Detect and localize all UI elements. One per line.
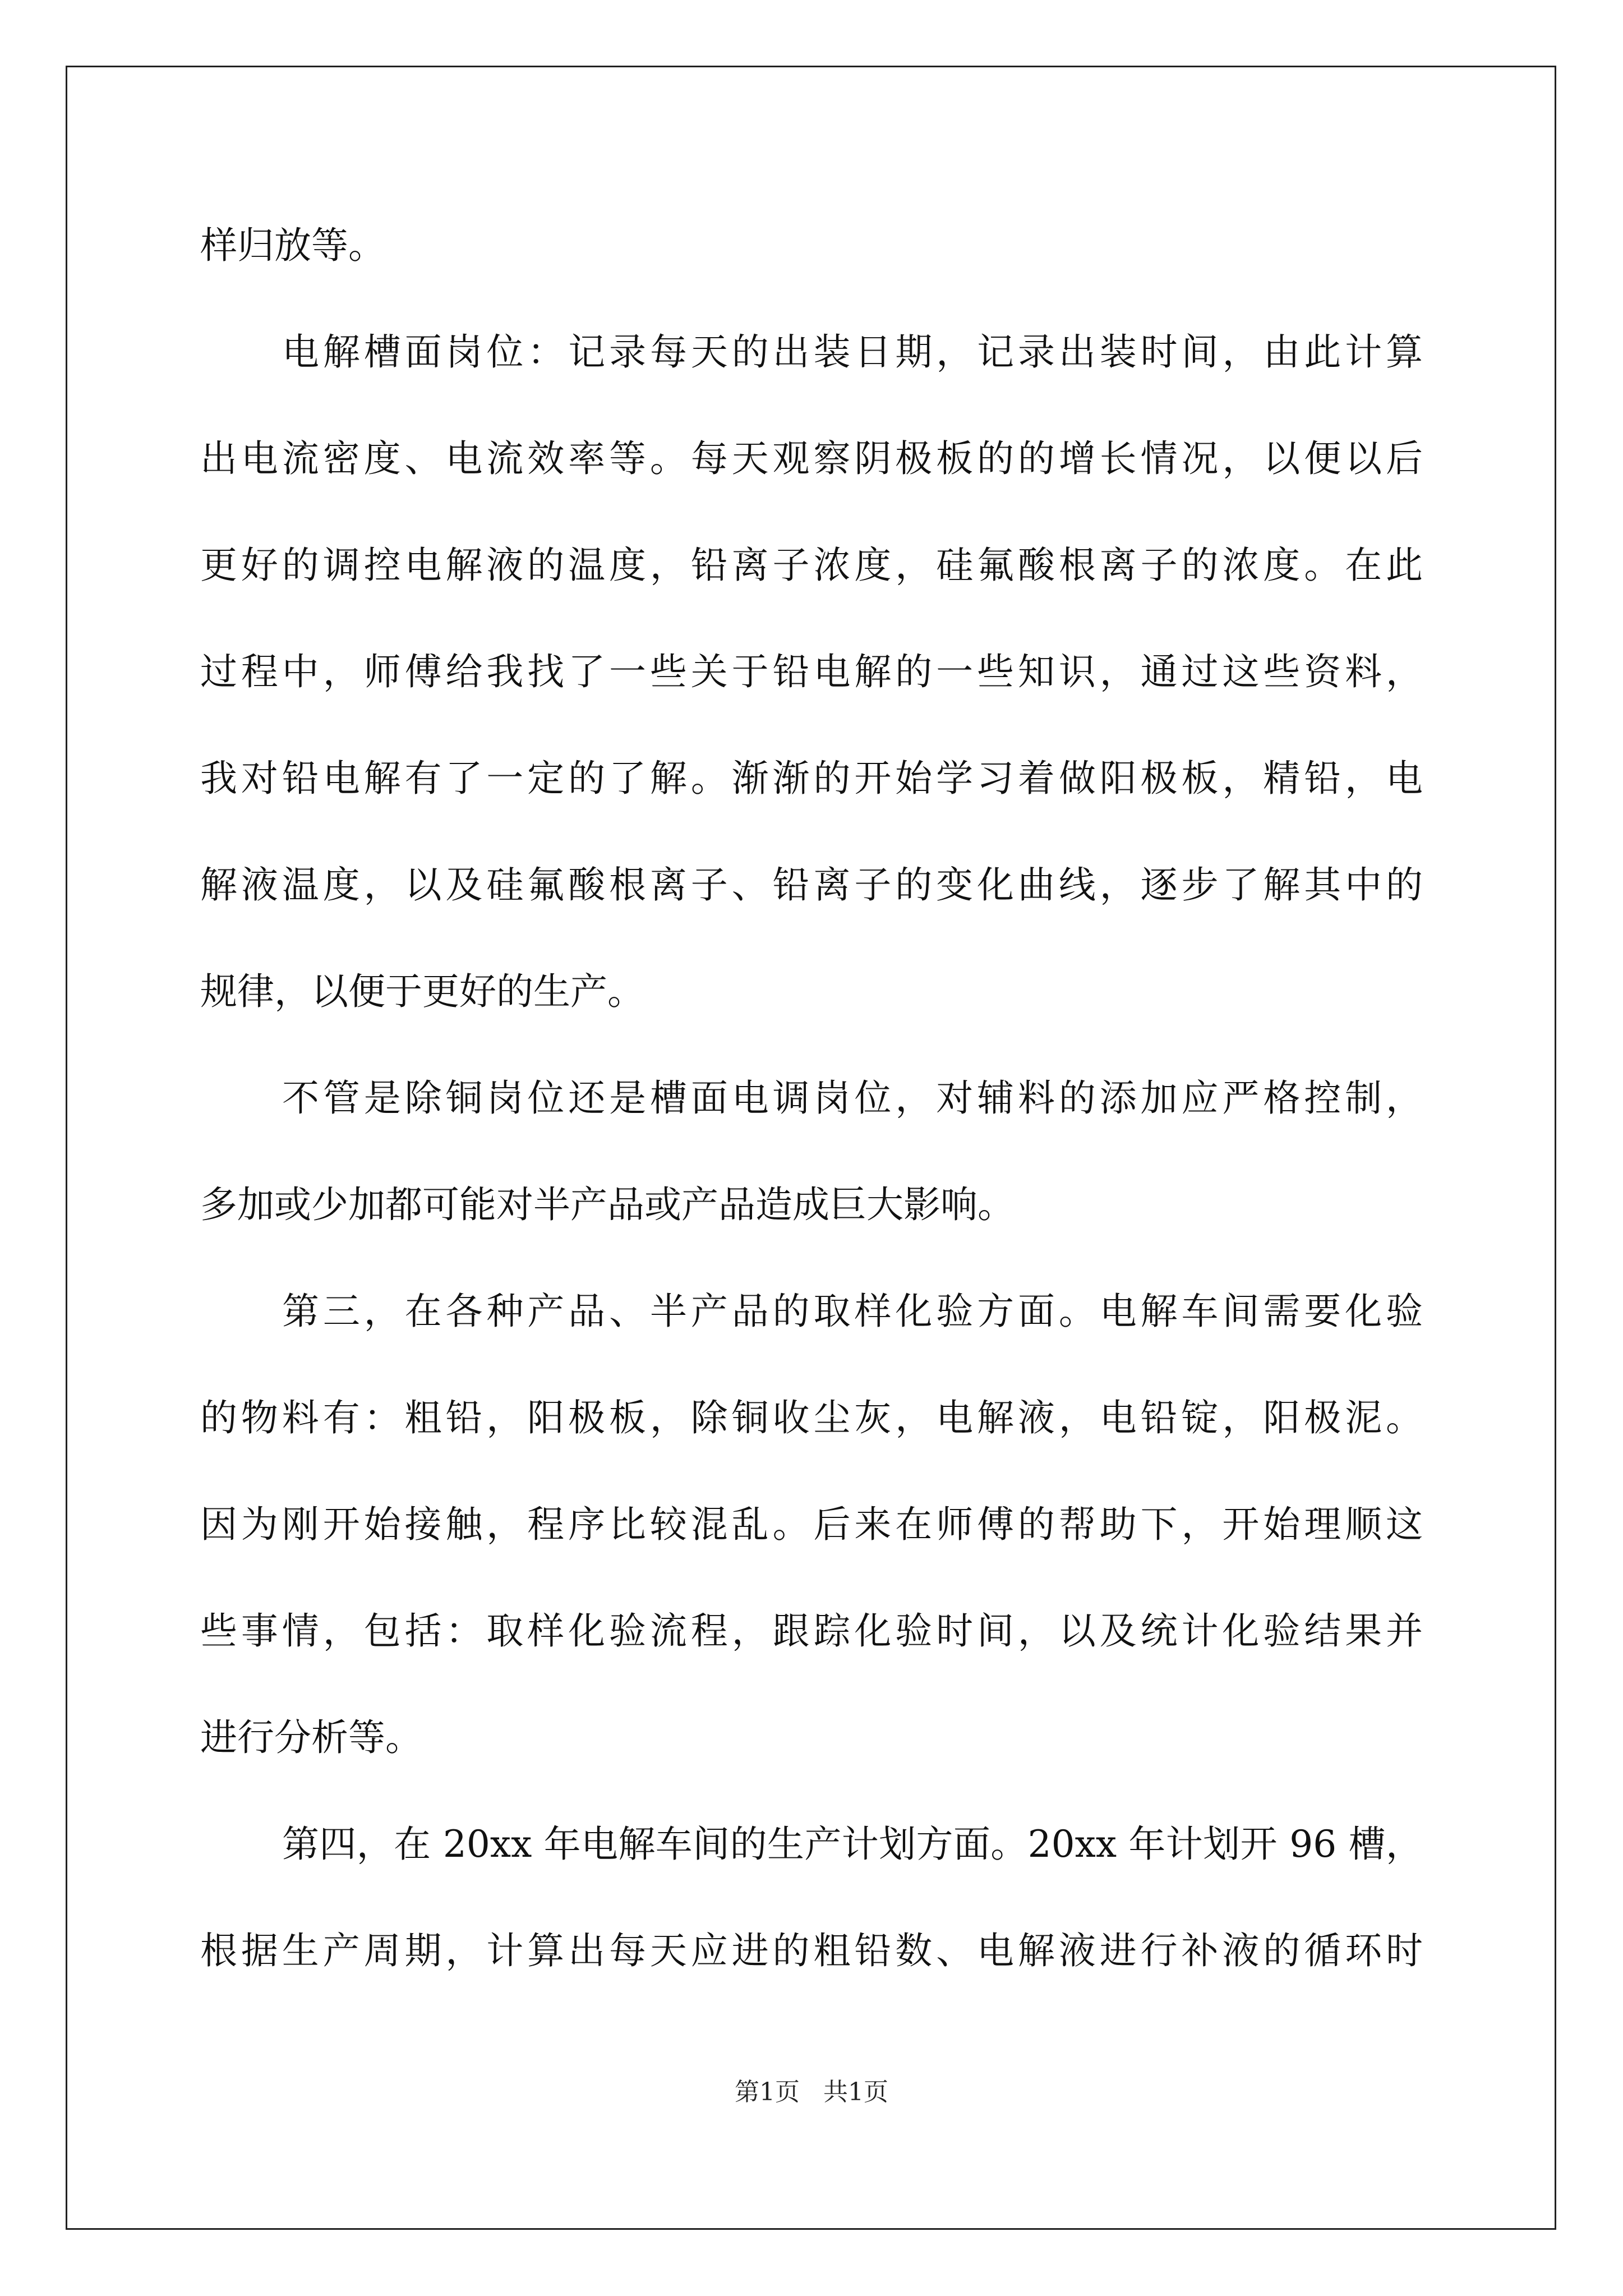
- text-line: 些事情，包括：取样化验流程，跟踪化验时间，以及统计化验结果并: [200, 1609, 1423, 1653]
- text-line: 第三，在各种产品、半产品的取样化验方面。电解车间需要化验: [282, 1290, 1423, 1333]
- text-line: 第四，在 20xx 年电解车间的生产计划方面。20xx 年计划开 96 槽，: [282, 1823, 1423, 1866]
- text-line: 多加或少加都可能对半产品或产品造成巨大影响。: [200, 1183, 1015, 1226]
- page-total: 共1页: [823, 2078, 888, 2106]
- text-line: 因为刚开始接触，程序比较混乱。后来在师傅的帮助下，开始理顺这: [200, 1503, 1423, 1546]
- text-line: 根据生产周期，计算出每天应进的粗铅数、电解液进行补液的循环时: [200, 1929, 1423, 1972]
- text-line: 出电流密度、电流效率等。每天观察阴极板的的增长情况，以便以后: [200, 437, 1423, 480]
- text-line: 我对铅电解有了一定的了解。渐渐的开始学习着做阳极板，精铅，电: [200, 757, 1423, 800]
- page-number: 第1页: [735, 2078, 800, 2106]
- text-line: 规律，以便于更好的生产。: [200, 970, 644, 1013]
- text-line: 的物料有：粗铅，阳极板，除铜收尘灰，电解液，电铅锭，阳极泥。: [200, 1396, 1423, 1439]
- text-line: 进行分析等。: [200, 1716, 422, 1759]
- text-line: 过程中，师傅给我找了一些关于铅电解的一些知识，通过这些资料，: [200, 650, 1423, 693]
- page-footer: [0, 2076, 1623, 2109]
- text-line: 电解槽面岗位：记录每天的出装日期，记录出装时间，由此计算: [282, 330, 1423, 374]
- text-line: 样归放等。: [200, 224, 385, 267]
- page-border: [66, 66, 1556, 2230]
- text-line: 不管是除铜岗位还是槽面电调岗位，对辅料的添加应严格控制，: [282, 1076, 1423, 1120]
- text-line: 解液温度，以及硅氟酸根离子、铅离子的变化曲线，逐步了解其中的: [200, 863, 1423, 907]
- text-line: 更好的调控电解液的温度，铅离子浓度，硅氟酸根离子的浓度。在此: [200, 544, 1423, 587]
